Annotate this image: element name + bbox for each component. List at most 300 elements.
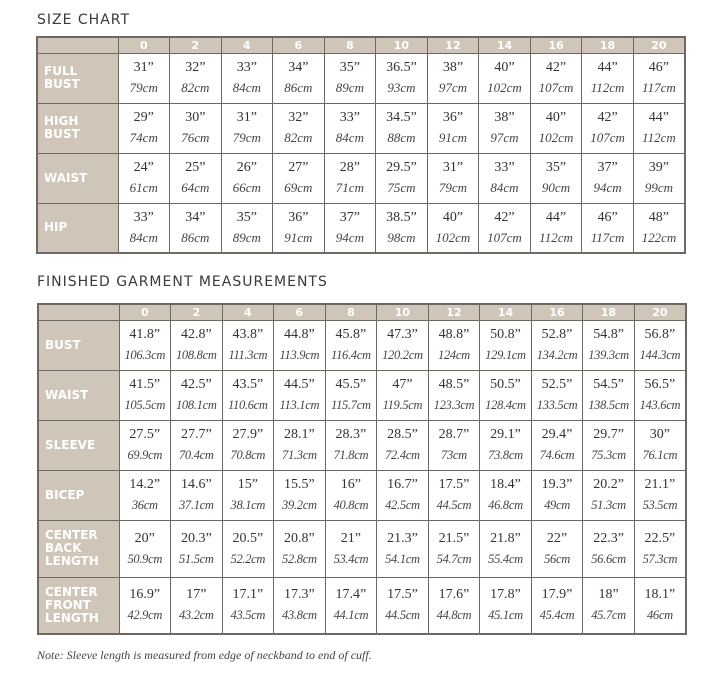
inch-value: 16” (340, 477, 361, 492)
cm-value: 64cm (181, 180, 210, 195)
cm-value: 49cm (544, 498, 570, 512)
inch-value: 17” (186, 587, 207, 603)
measurement-cell (480, 577, 532, 634)
sleeve-note: Note: Sleeve length is measured from edge of neckband to end of cuff. (37, 648, 372, 662)
measurement-cell (171, 470, 223, 520)
size-header-18: 18 (582, 37, 634, 53)
measurement-cell (274, 420, 326, 470)
cm-value: 97cm (490, 130, 519, 145)
measurement-cell (171, 320, 223, 370)
cm-value: 56.6cm (591, 551, 626, 566)
cm-value: 56cm (544, 551, 570, 566)
measurement-cell (530, 203, 582, 253)
inch-value: 27.5” (129, 427, 161, 442)
measurement-cell (221, 203, 273, 253)
row-label: SLEEVE (38, 420, 119, 470)
measurement-cell (583, 420, 635, 470)
inch-value: 34” (185, 209, 206, 225)
size-header-4: 4 (221, 37, 273, 53)
inch-value: 33” (494, 160, 515, 175)
measurement-cell (377, 577, 429, 634)
inch-value: 42.5” (180, 377, 212, 392)
cm-value: 71cm (335, 180, 364, 195)
measurement-cell (119, 520, 171, 577)
inch-value: 52.8” (541, 327, 573, 342)
inch-value: 29.7” (593, 427, 624, 442)
inch-value: 17.5” (438, 477, 470, 492)
inch-value: 17.5” (387, 587, 418, 603)
measurement-cell (118, 53, 170, 103)
cm-value: 94cm (593, 180, 622, 195)
header-corner (38, 304, 119, 320)
size-chart-table (36, 36, 686, 254)
cm-value: 66cm (232, 180, 261, 195)
measurement-cell (324, 203, 376, 253)
measurement-cell (633, 203, 685, 253)
cm-value: 120.2cm (382, 348, 423, 362)
row-label: BUST (38, 320, 119, 370)
measurement-cell (325, 320, 377, 370)
cm-value: 76cm (181, 130, 210, 145)
cm-value: 134.2cm (536, 348, 578, 362)
inch-value: 17.4” (335, 587, 367, 603)
measurement-cell (427, 103, 479, 153)
inch-value: 54.5” (593, 377, 624, 392)
cm-value: 79cm (438, 180, 468, 195)
cm-value: 75.3cm (591, 448, 626, 462)
cm-value: 42.9cm (127, 608, 163, 623)
inch-value: 48” (648, 209, 670, 225)
inch-value: 16.9” (129, 587, 161, 603)
measurement-cell (324, 53, 376, 103)
cm-value: 123.3cm (433, 398, 475, 412)
measurement-cell (221, 53, 273, 103)
inch-value: 50.8” (490, 327, 521, 342)
size-header-2: 2 (171, 304, 223, 320)
measurement-cell (531, 320, 583, 370)
cm-value: 44.8cm (436, 608, 472, 623)
cm-value: 76.1cm (642, 448, 678, 462)
measurement-cell (273, 203, 325, 253)
size-header-0: 0 (118, 37, 170, 53)
size-header-20: 20 (634, 304, 686, 320)
cm-value: 44.1cm (333, 608, 369, 623)
cm-value: 69.9cm (127, 448, 163, 462)
measurement-cell (171, 520, 223, 577)
inch-value: 42” (597, 110, 618, 125)
measurement-cell (119, 370, 171, 420)
cm-value: 57.3cm (642, 551, 678, 566)
measurement-cell (274, 470, 326, 520)
size-header-0: 0 (119, 304, 171, 320)
cm-value: 138.5cm (588, 398, 629, 412)
table-row (38, 577, 686, 634)
cm-value: 91cm (284, 229, 313, 245)
measurement-cell (583, 577, 635, 634)
inch-value: 48.8” (438, 327, 470, 342)
measurement-cell (634, 370, 686, 420)
size-header-10: 10 (377, 304, 429, 320)
inch-value: 35” (545, 160, 567, 175)
measurement-cell (634, 470, 686, 520)
cm-value: 91cm (438, 130, 468, 145)
measurement-cell (377, 370, 429, 420)
measurement-cell (376, 203, 428, 253)
cm-value: 51.5cm (178, 551, 214, 566)
cm-value: 52.2cm (230, 551, 266, 566)
measurement-cell (531, 577, 583, 634)
cm-value: 112cm (642, 130, 676, 145)
cm-value: 38.1cm (230, 498, 266, 512)
inch-value: 19.3” (541, 477, 573, 492)
cm-value: 42.5cm (385, 498, 420, 512)
inch-value: 41.5” (129, 377, 161, 392)
inch-value: 33” (133, 209, 154, 225)
measurement-cell (582, 203, 634, 253)
measurement-cell (118, 103, 170, 153)
measurement-cell (582, 53, 634, 103)
cm-value: 46cm (646, 608, 673, 623)
inch-value: 26” (236, 160, 257, 175)
measurement-cell (171, 577, 223, 634)
cm-value: 106.3cm (124, 348, 166, 362)
inch-value: 42” (494, 209, 515, 225)
cm-value: 40.8cm (333, 498, 369, 512)
inch-value: 27.9” (232, 427, 264, 442)
inch-value: 56.5” (644, 377, 676, 392)
cm-value: 86cm (284, 80, 313, 95)
measurement-cell (480, 370, 532, 420)
inch-value: 20.8” (284, 530, 315, 546)
cm-value: 110.6cm (227, 398, 268, 412)
cm-value: 79cm (232, 130, 261, 145)
cm-value: 139.3cm (588, 348, 629, 362)
inch-value: 14.2” (129, 477, 161, 492)
inch-value: 29.4” (541, 427, 573, 442)
inch-value: 28.3” (335, 427, 367, 442)
inch-value: 28” (339, 160, 360, 175)
measurement-cell (480, 320, 532, 370)
measurement-cell (274, 520, 326, 577)
measurement-cell (377, 520, 429, 577)
measurement-cell (633, 103, 685, 153)
cm-value: 52.8cm (282, 551, 317, 566)
inch-value: 31” (133, 60, 154, 75)
finished-garment-table (37, 303, 687, 635)
measurement-cell (325, 520, 377, 577)
cm-value: 82cm (181, 80, 210, 95)
measurement-cell (222, 470, 274, 520)
measurement-cell (634, 420, 686, 470)
measurement-cell (427, 153, 479, 203)
cm-value: 55.4cm (488, 551, 523, 566)
size-header-6: 6 (273, 37, 325, 53)
inch-value: 36” (288, 209, 309, 225)
row-label: CENTER FRONT LENGTH (38, 577, 119, 634)
inch-value: 44.8” (284, 327, 315, 342)
cm-value: 72.4cm (385, 448, 420, 462)
inch-value: 22.5” (644, 530, 676, 546)
cm-value: 86cm (181, 229, 210, 245)
measurement-cell (480, 420, 532, 470)
measurement-cell (118, 203, 170, 253)
cm-value: 102cm (538, 130, 574, 145)
measurement-cell (428, 520, 480, 577)
inch-value: 45.8” (335, 327, 367, 342)
cm-value: 39.2cm (282, 498, 317, 512)
measurement-cell (634, 520, 686, 577)
inch-value: 40” (494, 60, 515, 75)
measurement-cell (221, 153, 273, 203)
inch-value: 27.7” (180, 427, 212, 442)
inch-value: 20” (134, 530, 155, 546)
measurement-cell (582, 103, 634, 153)
size-header-14: 14 (479, 37, 531, 53)
measurement-cell (479, 53, 531, 103)
inch-value: 21.5” (438, 530, 470, 546)
measurement-cell (171, 420, 223, 470)
inch-value: 44.5” (284, 377, 315, 392)
inch-value: 30” (649, 427, 671, 442)
measurement-cell (428, 470, 480, 520)
inch-value: 20.5” (232, 530, 264, 546)
cm-value: 112cm (590, 80, 625, 95)
row-label: BICEP (38, 470, 119, 520)
size-header-4: 4 (222, 304, 274, 320)
cm-value: 89cm (232, 229, 261, 245)
size-header-12: 12 (428, 304, 480, 320)
cm-value: 61cm (129, 180, 158, 195)
measurement-cell (530, 153, 582, 203)
cm-value: 79cm (129, 80, 158, 95)
inch-value: 29” (133, 110, 154, 125)
inch-value: 38” (494, 110, 515, 125)
inch-value: 17.1” (232, 587, 264, 603)
inch-value: 18” (598, 587, 619, 603)
inch-value: 36.5” (386, 60, 417, 75)
table-row (38, 520, 686, 577)
inch-value: 29.1” (490, 427, 521, 442)
cm-value: 71.8cm (333, 448, 369, 462)
measurement-cell (531, 520, 583, 577)
cm-value: 117cm (590, 229, 625, 245)
cm-value: 111.3cm (228, 348, 268, 362)
cm-value: 84cm (232, 80, 261, 95)
cm-value: 53.4cm (333, 551, 369, 566)
size-chart-title: SIZE CHART (37, 12, 131, 28)
measurement-cell (273, 103, 325, 153)
inch-value: 24” (133, 160, 154, 175)
size-header-20: 20 (633, 37, 685, 53)
inch-value: 21.1” (644, 477, 676, 492)
size-header-18: 18 (583, 304, 635, 320)
measurement-cell (222, 520, 274, 577)
inch-value: 32” (185, 60, 206, 75)
cm-value: 107cm (487, 229, 522, 245)
cm-value: 124cm (438, 348, 470, 362)
cm-value: 129.1cm (485, 348, 526, 362)
inch-value: 40” (442, 209, 464, 225)
cm-value: 117cm (642, 80, 676, 95)
table-row (38, 370, 686, 420)
cm-value: 99cm (644, 180, 673, 195)
measurement-cell (428, 577, 480, 634)
row-label: FULL BUST (37, 53, 118, 103)
cm-value: 102cm (435, 229, 471, 245)
measurement-cell (170, 153, 222, 203)
measurement-cell (324, 103, 376, 153)
size-header-10: 10 (376, 37, 428, 53)
measurement-cell (171, 370, 223, 420)
cm-value: 113.1cm (279, 398, 320, 412)
inch-value: 42.8” (180, 327, 212, 342)
cm-value: 108.8cm (175, 348, 217, 362)
cm-value: 98cm (387, 229, 416, 245)
cm-value: 97cm (438, 80, 468, 95)
inch-value: 27” (288, 160, 309, 175)
inch-value: 46” (648, 60, 670, 75)
inch-value: 17.3” (284, 587, 315, 603)
size-header-6: 6 (274, 304, 326, 320)
row-label: HIP (37, 203, 118, 253)
inch-value: 34” (288, 60, 309, 75)
inch-value: 38.5” (386, 209, 417, 225)
cm-value: 115.7cm (331, 398, 371, 412)
cm-value: 112cm (539, 229, 573, 245)
cm-value: 84cm (335, 130, 364, 145)
inch-value: 39” (648, 160, 670, 175)
cm-value: 122cm (641, 229, 677, 245)
measurement-cell (273, 53, 325, 103)
inch-value: 21” (340, 530, 361, 546)
measurement-cell (325, 370, 377, 420)
size-header-2: 2 (170, 37, 222, 53)
cm-value: 54.7cm (436, 551, 472, 566)
cm-value: 43.5cm (230, 608, 266, 623)
cm-value: 37.1cm (178, 498, 214, 512)
inch-value: 41.8” (129, 327, 161, 342)
inch-value: 38” (442, 60, 464, 75)
inch-value: 52.5” (541, 377, 573, 392)
measurement-cell (170, 53, 222, 103)
measurement-cell (531, 470, 583, 520)
cm-value: 105.5cm (124, 398, 166, 412)
measurement-cell (376, 53, 428, 103)
size-header-8: 8 (324, 37, 376, 53)
measurement-cell (428, 420, 480, 470)
inch-value: 47” (392, 377, 413, 392)
inch-value: 46” (597, 209, 618, 225)
measurement-cell (274, 370, 326, 420)
inch-value: 40” (545, 110, 567, 125)
cm-value: 53.5cm (642, 498, 678, 512)
measurement-cell (119, 577, 171, 634)
inch-value: 29.5” (386, 160, 417, 175)
measurement-cell (324, 153, 376, 203)
cm-value: 84cm (490, 180, 519, 195)
row-label: HIGH BUST (37, 103, 118, 153)
measurement-cell (530, 53, 582, 103)
row-label: WAIST (38, 370, 119, 420)
measurement-cell (531, 420, 583, 470)
cm-value: 128.4cm (485, 398, 526, 412)
cm-value: 107cm (538, 80, 574, 95)
inch-value: 28.5” (387, 427, 418, 442)
inch-value: 20.3” (180, 530, 212, 546)
inch-value: 30” (185, 110, 206, 125)
inch-value: 15.5” (284, 477, 315, 492)
table-row (37, 103, 685, 153)
cm-value: 144.3cm (639, 348, 681, 362)
inch-value: 25” (185, 160, 206, 175)
finished-garment-title: FINISHED GARMENT MEASUREMENTS (37, 274, 328, 290)
inch-value: 37” (597, 160, 618, 175)
cm-value: 69cm (284, 180, 313, 195)
cm-value: 44.5cm (436, 498, 472, 512)
cm-value: 74cm (129, 130, 158, 145)
cm-value: 108.1cm (175, 398, 217, 412)
measurement-cell (583, 520, 635, 577)
measurement-cell (170, 103, 222, 153)
cm-value: 70.8cm (230, 448, 266, 462)
measurement-cell (479, 103, 531, 153)
inch-value: 31” (236, 110, 257, 125)
inch-value: 22” (546, 530, 568, 546)
inch-value: 34.5” (386, 110, 417, 125)
cm-value: 43.8cm (282, 608, 317, 623)
measurement-cell (119, 420, 171, 470)
measurement-cell (274, 320, 326, 370)
inch-value: 43.8” (232, 327, 264, 342)
cm-value: 102cm (487, 80, 522, 95)
cm-value: 71.3cm (282, 448, 317, 462)
inch-value: 32” (288, 110, 309, 125)
inch-value: 36” (442, 110, 464, 125)
inch-value: 17.8” (490, 587, 521, 603)
cm-value: 90cm (541, 180, 571, 195)
measurement-cell (221, 103, 273, 153)
measurement-cell (633, 153, 685, 203)
size-header-14: 14 (480, 304, 532, 320)
measurement-cell (427, 203, 479, 253)
measurement-cell (633, 53, 685, 103)
measurement-cell (634, 320, 686, 370)
size-header-16: 16 (531, 304, 583, 320)
cm-value: 74.6cm (539, 448, 575, 462)
measurement-cell (273, 153, 325, 203)
cm-value: 73cm (441, 448, 467, 462)
table-row (37, 53, 685, 103)
measurement-cell (325, 420, 377, 470)
measurement-cell (119, 470, 171, 520)
table-row (37, 153, 685, 203)
measurement-cell (377, 470, 429, 520)
inch-value: 35” (339, 60, 360, 75)
cm-value: 45.7cm (591, 608, 626, 623)
cm-value: 75cm (387, 180, 416, 195)
header-corner (37, 37, 118, 53)
measurement-cell (634, 577, 686, 634)
cm-value: 36cm (131, 498, 158, 512)
cm-value: 119.5cm (382, 398, 423, 412)
size-header-16: 16 (530, 37, 582, 53)
measurement-cell (222, 577, 274, 634)
cm-value: 50.9cm (127, 551, 163, 566)
cm-value: 44.5cm (385, 608, 420, 623)
row-label: CENTER BACK LENGTH (38, 520, 119, 577)
cm-value: 70.4cm (178, 448, 214, 462)
cm-value: 143.6cm (639, 398, 681, 412)
